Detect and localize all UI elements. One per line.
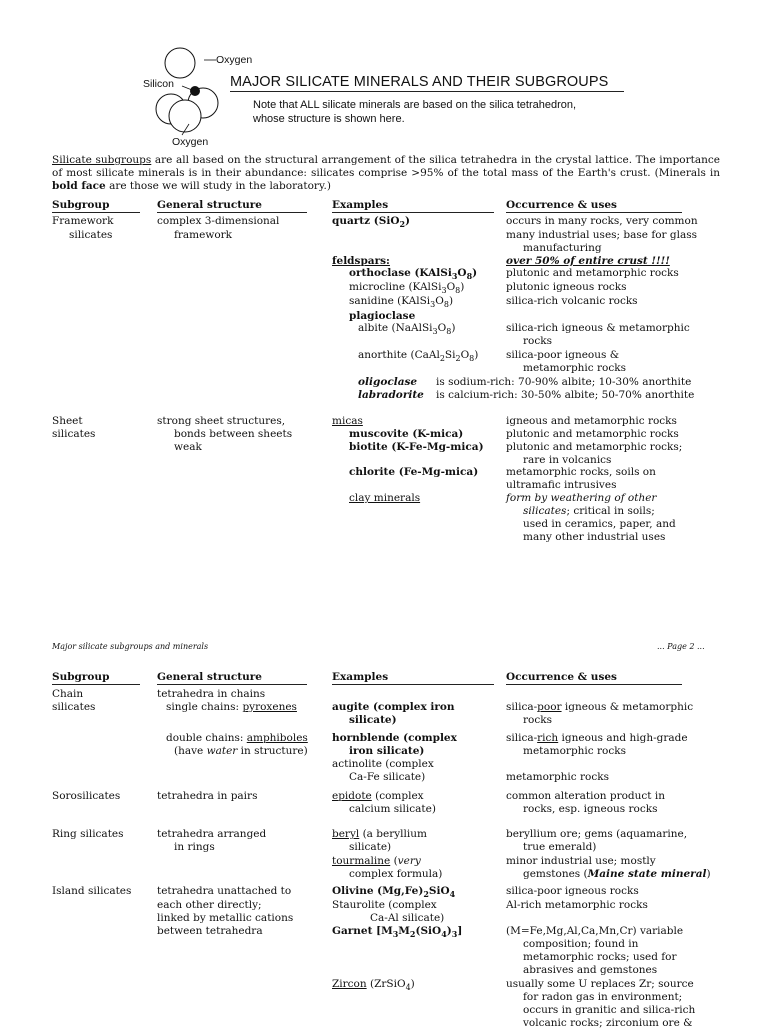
sheet-structure-1: strong sheet structures, [157, 415, 286, 427]
augite-uses-2: rocks [523, 714, 552, 726]
sheet-structure-2: bonds between sheets [174, 428, 293, 440]
anorthite-uses-2: metamorphic rocks [523, 362, 626, 374]
zircon-uses-2: for radon gas in environment; [523, 991, 683, 1003]
sheet-subgroup-1: Sheet [52, 415, 83, 427]
clay-uses-4: many other industrial uses [523, 531, 666, 543]
epidote-2: calcium silicate) [349, 803, 436, 815]
intro-bold: bold face [52, 180, 106, 192]
labradorite-desc: is calcium-rich: 30-50% albite; 50-70% anorthite [436, 389, 695, 401]
island-structure-3: linked by metallic cations [157, 912, 294, 924]
chlorite-uses-1: metamorphic rocks, soils on [506, 466, 656, 478]
feldspars-note: over 50% of entire crust !!!! [506, 255, 670, 267]
microcline-uses: plutonic igneous rocks [506, 281, 627, 293]
garnet-uses-4: abrasives and gemstones [523, 964, 658, 976]
feldspars: feldspars: [332, 255, 390, 267]
garnet-uses-1: (M=Fe,Mg,Al,Ca,Mn,Cr) variable [506, 925, 684, 937]
intro-lead: Silicate subgroups [52, 154, 152, 166]
header-rule [52, 684, 140, 685]
header-subgroup: Subgroup [52, 199, 110, 211]
framework-subgroup-2: silicates [69, 229, 113, 241]
island-structure-4: between tetrahedra [157, 925, 263, 937]
ring-structure-2: in rings [174, 841, 215, 853]
chlorite-uses-2: ultramafic intrusives [506, 479, 617, 491]
tourmaline-uses-2: gemstones (Maine state mineral) [523, 868, 711, 880]
beryl-uses-2: true emerald) [523, 841, 597, 853]
header-subgroup-p2: Subgroup [52, 671, 110, 683]
header-rule [506, 212, 682, 213]
garnet-uses-3: metamorphic rocks; used for [523, 951, 677, 963]
olivine: Olivine $(Mg,Fe)_2SiO_4$ [332, 885, 456, 900]
hornblende-uses-1: silica-rich igneous and high-grade [506, 732, 688, 744]
double-chains: double chains: amphiboles [166, 732, 308, 744]
quartz-uses-1: occurs in many rocks, very common [506, 215, 698, 227]
footer-title: Major silicate subgroups and minerals [52, 642, 209, 651]
plagioclase: plagioclase [349, 310, 416, 322]
quartz-uses-2: many industrial uses; base for glass [506, 229, 698, 241]
tourmaline-uses-1: minor industrial use; mostly [506, 855, 656, 867]
olivine-uses: silica-poor igneous rocks [506, 885, 639, 897]
tourmaline-2: complex formula) [349, 868, 443, 880]
augite-uses-1: silica-poor igneous & metamorphic [506, 701, 694, 713]
augite-2: silicate) [349, 714, 397, 726]
chain-subgroup-2: silicates [52, 701, 96, 713]
framework-structure-1: complex 3-dimensional [157, 215, 280, 227]
intro-text-2: are those we will study in the laboratory.) [105, 180, 331, 192]
oxygen-atom-bottom [169, 100, 201, 132]
biotite: biotite (K-Fe-Mg-mica) [349, 441, 484, 453]
garnet: Garnet $[M_3M_2(SiO_4)_3]$ [332, 925, 463, 940]
header-rule [332, 684, 494, 685]
biotite-uses-1: plutonic and metamorphic rocks; [506, 441, 683, 453]
header-examples-p2: Examples [332, 671, 389, 683]
silicon-atom [190, 86, 200, 96]
anorthite-uses-1: silica-poor igneous & [506, 349, 620, 361]
anorthite: anorthite $(CaAl_2Si_2O_8)$ [358, 349, 479, 364]
biotite-uses-2: rare in volcanics [523, 454, 612, 466]
epidote-1: epidote (complex [332, 790, 424, 802]
soro-uses-1: common alteration product in [506, 790, 665, 802]
header-rule [506, 684, 682, 685]
chain-subgroup-1: Chain [52, 688, 84, 700]
actinolite-1: actinolite (complex [332, 758, 434, 770]
actinolite-uses: metamorphic rocks [506, 771, 609, 783]
header-uses: Occurrence & uses [506, 199, 617, 211]
albite-uses-2: rocks [523, 335, 552, 347]
note-line-1: Note that ALL silicate minerals are based on the silica tetrahedron, [253, 99, 577, 111]
header-rule [157, 684, 307, 685]
orthoclase: orthoclase $(KAlSi_3O_8)$ [349, 267, 478, 282]
microcline: microcline $(KAlSi_3O_8)$ [349, 281, 465, 296]
beryl-uses-1: beryllium ore; gems (aquamarine, [506, 828, 688, 840]
actinolite-2: Ca-Fe silicate) [349, 771, 426, 783]
clay-uses-3: used in ceramics, paper, and [523, 518, 676, 530]
header-rule [157, 212, 307, 213]
hornblende-uses-2: metamorphic rocks [523, 745, 626, 757]
sheet-structure-3: weak [174, 441, 202, 453]
single-chains: single chains: pyroxenes [166, 701, 297, 713]
ring-subgroup: Ring silicates [52, 828, 124, 840]
note-line-2: whose structure is shown here. [253, 113, 405, 125]
micas: micas [332, 415, 363, 427]
header-structure-p2: General structure [157, 671, 262, 683]
soro-uses-2: rocks, esp. igneous rocks [523, 803, 658, 815]
framework-structure-2: framework [174, 229, 233, 241]
staurolite-2: Ca-Al silicate) [370, 912, 445, 924]
clay-minerals: clay minerals [349, 492, 421, 504]
tourmaline-1: tourmaline (very [332, 855, 421, 867]
zircon-uses-4: volcanic rocks; zirconium ore & [523, 1017, 693, 1029]
page-title: MAJOR SILICATE MINERALS AND THEIR SUBGROUPS [230, 74, 609, 90]
zircon: Zircon (ZrSiO$_4$) [332, 978, 415, 993]
intro-paragraph [52, 154, 720, 193]
albite-uses-1: silica-rich igneous & metamorphic [506, 322, 690, 334]
micas-uses: igneous and metamorphic rocks [506, 415, 677, 427]
island-subgroup: Island silicates [52, 885, 132, 897]
header-rule [332, 212, 494, 213]
island-structure-1: tetrahedra unattached to [157, 885, 292, 897]
labradorite: labradorite [358, 389, 424, 401]
oxygen-label-top: Oxygen [216, 54, 253, 66]
oxygen-label-bottom: Oxygen [172, 136, 209, 148]
clay-uses-1: form by weathering of other [506, 492, 657, 504]
framework-subgroup-1: Framework [52, 215, 114, 227]
beryl-1: beryl (a beryllium [332, 828, 427, 840]
sanidine: sanidine $(KAlSi_3O_8)$ [349, 295, 454, 310]
hornblende-2: iron silicate) [349, 745, 425, 757]
chlorite: chlorite (Fe-Mg-mica) [349, 466, 479, 478]
quartz: quartz (SiO$_2$) [332, 215, 411, 230]
header-rule [52, 212, 140, 213]
oligoclase-desc: is sodium-rich: 70-90% albite; 10-30% anorthite [436, 376, 692, 388]
muscovite-uses: plutonic and metamorphic rocks [506, 428, 679, 440]
staurolite-uses: Al-rich metamorphic rocks [506, 899, 648, 911]
header-uses-p2: Occurrence & uses [506, 671, 617, 683]
chain-structure-1: tetrahedra in chains [157, 688, 266, 700]
staurolite-1: Staurolite (complex [332, 899, 437, 911]
quartz-uses-3: manufacturing [523, 242, 602, 254]
header-structure: General structure [157, 199, 262, 211]
silicon-label: Silicon [143, 78, 174, 90]
augite-1: augite (complex iron [332, 701, 455, 713]
garnet-uses-2: composition; found in [523, 938, 639, 950]
header-examples: Examples [332, 199, 389, 211]
sanidine-uses: silica-rich volcanic rocks [506, 295, 638, 307]
zircon-uses-3: occurs in granitic and silica-rich [523, 1004, 696, 1016]
beryl-2: silicate) [349, 841, 392, 853]
orthoclase-uses: plutonic and metamorphic rocks [506, 267, 679, 279]
title-underline [230, 91, 624, 92]
footer-page: ... Page 2 ... [657, 642, 705, 651]
albite: albite $(NaAlSi_3O_8)$ [358, 322, 456, 337]
ring-structure-1: tetrahedra arranged [157, 828, 267, 840]
zircon-uses-1: usually some U replaces Zr; source [506, 978, 694, 990]
muscovite: muscovite (K-mica) [349, 428, 464, 440]
island-structure-2: each other directly; [157, 899, 262, 911]
sheet-subgroup-2: silicates [52, 428, 96, 440]
soro-structure: tetrahedra in pairs [157, 790, 258, 802]
double-chains-2: (have water in structure) [174, 745, 308, 757]
oligoclase: oligoclase [358, 376, 418, 388]
oxygen-atom-top [165, 48, 195, 78]
soro-subgroup: Sorosilicates [52, 790, 121, 802]
clay-uses-2: silicates; critical in soils; [523, 505, 655, 517]
intro-text-1: are all based on the structural arrangement of the silica tetrahedra in the crystal lattice. The importance of most silicate minerals is in their abundance: silicates comprise >95% of the total mass of the Earth's crust. (Minerals in [52, 154, 720, 179]
hornblende-1: hornblende (complex [332, 732, 457, 744]
